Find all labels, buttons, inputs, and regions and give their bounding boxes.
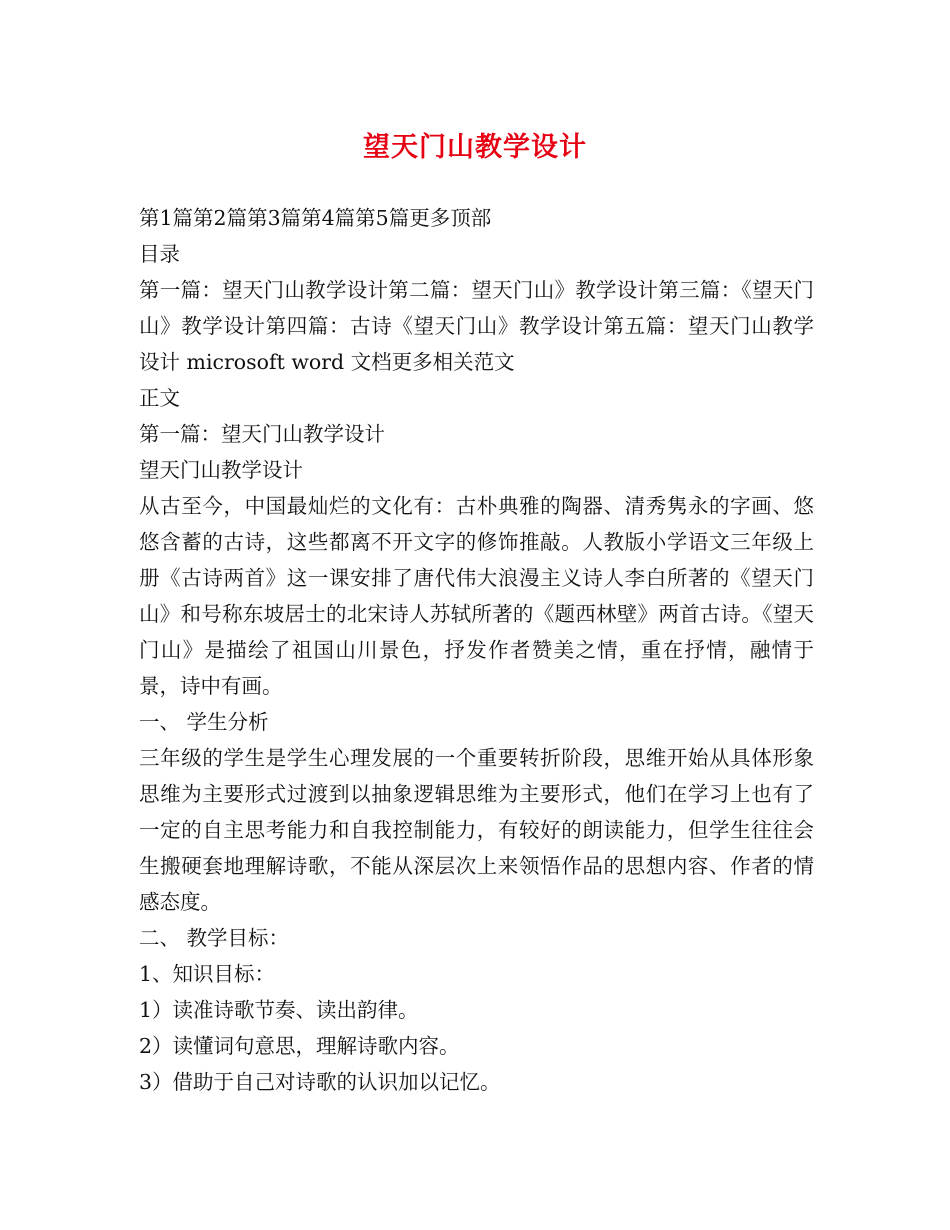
section-nav-line: 第1篇第2篇第3篇第4篇第5篇更多顶部 [139,206,492,230]
goal-item-1: 1）读准诗歌节奏、读出韵律。 [139,998,419,1022]
chapter-heading: 第一篇：望天门山教学设计 [139,422,385,446]
goal-item-3: 3）借助于自己对诗歌的认识加以记忆。 [139,1070,501,1094]
intro-paragraph: 从古至今，中国最灿烂的文化有：古朴典雅的陶器、清秀隽永的字画、悠悠含蓄的古诗，这些都离不开文字的修饰推敲。人教版小学语文三年级上册《古诗两首》这一课安排了唐代伟大浪漫主义诗人李白所著的《望天门山》和号称东坡居士的北宋诗人苏轼所著的《题西林壁》两首古诗。《望天门山》是描绘了祖国山川景色，抒发作者赞美之情，重在抒情，融情于景，诗中有画。 [139,494,814,698]
chapter-subtitle: 望天门山教学设计 [139,458,303,482]
document-body [139,200,814,1100]
toc-heading: 目录 [139,242,180,266]
goal-item-2: 2）读懂词句意思，理解诗歌内容。 [139,1034,460,1058]
main-text-heading: 正文 [139,386,180,410]
knowledge-goal-heading: 1、知识目标： [139,962,276,986]
student-analysis-paragraph: 三年级的学生是学生心理发展的一个重要转折阶段，思维开始从具体形象思维为主要形式过渡到以抽象逻辑思维为主要形式，他们在学习上也有了一定的自主思考能力和自我控制能力，有较好的朗读能力，但学生往往会生搬硬套地理解诗歌，不能从深层次上来领悟作品的思想内容、作者的情感态度。 [139,746,814,914]
document-title: 望天门山教学设计 [363,132,587,163]
toc-paragraph: 第一篇：望天门山教学设计第二篇：望天门山》教学设计第三篇：《望天门山》教学设计第四篇：古诗《望天门山》教学设计第五篇：望天门山教学设计 microsoft word 文档更多相关范文 [139,278,814,374]
section-heading-teaching-goals: 二、 教学目标： [139,926,290,950]
section-heading-student-analysis: 一、 学生分析 [139,710,269,734]
